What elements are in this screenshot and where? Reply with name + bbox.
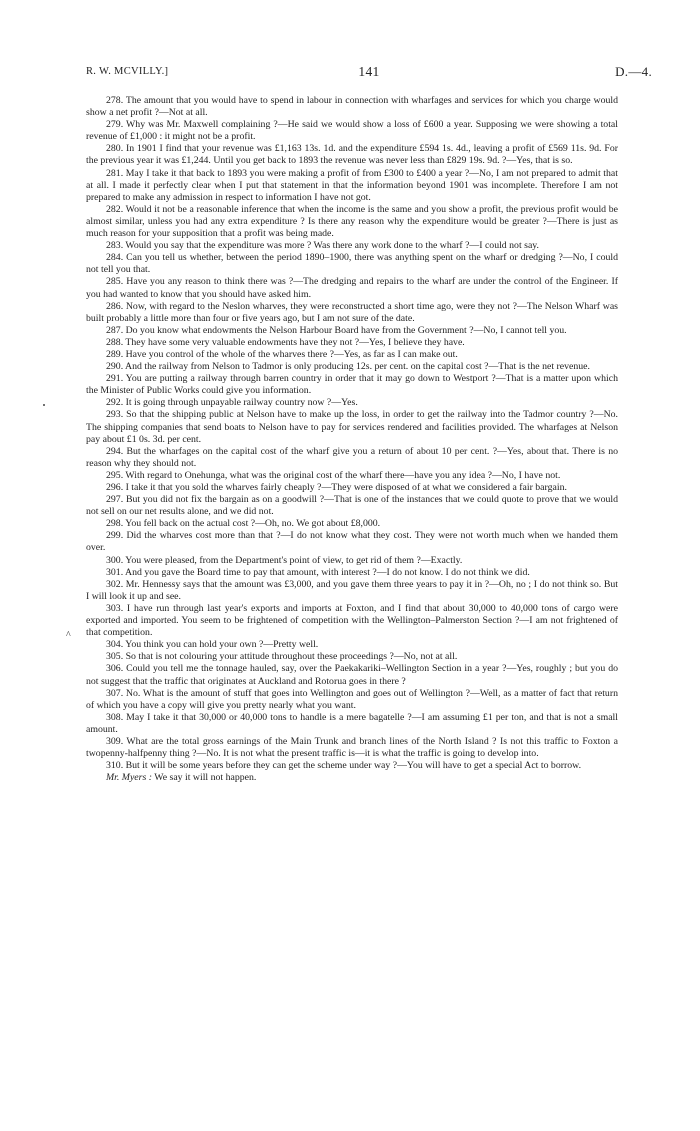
paragraph-282: 282. Would it not be a reasonable inference that when the income is the same and you show a profit, the previous profit would be almost similar, unless you had any extra expenditure ? Is there any reason why the expenditure would be greater ?—There is just as much reason for your supposition that a profit was being made. — [86, 203, 618, 240]
margin-mark: ^ — [66, 630, 71, 641]
paragraph-302: 302. Mr. Hennessy says that the amount was £3,000, and you gave them three years to pay it in ?—Oh, no ; I do not think so. But I will look it up and see. — [86, 578, 618, 602]
paragraph-285: 285. Have you any reason to think there was ?—The dredging and repairs to the wharf are under the control of the Engineer. If you had wanted to know that you should have asked him. — [86, 276, 618, 300]
header-witness: R. W. MCVILLY.] — [86, 66, 169, 77]
paragraph-279: 279. Why was Mr. Maxwell complaining ?—He said we would show a loss of £600 a year. Supposing we were showing a total revenue of £1,000 : it might not be a profit. — [86, 119, 618, 143]
paragraph-310: 310. But it will be some years before they can get the scheme under way ?—You will have to get a special Act to borrow. — [106, 760, 582, 772]
closing-text: We say it will not happen. — [151, 772, 257, 784]
paragraph-291: 291. You are putting a railway through barren country in order that it may go down to Westport ?—That is a matter upon which the Minister of Public Works could give you information. — [86, 373, 618, 397]
speaker-name: Mr. Myers : — [106, 772, 152, 784]
page-header — [86, 64, 652, 82]
paragraph-306: 306. Could you tell me the tonnage hauled, say, over the Paekakariki–Wellington Section in a year ?—Yes, roughly ; but you do not suggest that the traffic that originates at Auckland and Rotorua goes in there ? — [86, 663, 618, 687]
paragraph-278: 278. The amount that you would have to spend in labour in connection with wharfages and services for which you charge would show a net profit ?—Not at all. — [86, 95, 618, 119]
paragraph-289: 289. Have you control of the whole of the wharves there ?—Yes, as far as I can make out. — [106, 348, 458, 360]
paragraph-293: 293. So that the shipping public at Nelson have to make up the loss, in order to get the railway into the Tadmor country ?—No. The shipping companies that send boats to Nelson have to pay for services rendered and facilities provided. The wharfages at Nelson pay about £1 0s. 3d. per cent. — [86, 409, 618, 445]
transcript-body — [86, 95, 618, 784]
paragraph-299: 299. Did the wharves cost more than that ?—I do not know what they cost. They were not worth much when we handed them over. — [86, 530, 618, 554]
paragraph-298: 298. You fell back on the actual cost ?—Oh, no. We got about £8,000. — [106, 518, 381, 530]
paragraph-303: 303. I have run through last year's exports and imports at Foxton, and I find that about 30,000 to 40,000 tons of cargo were exported and imported. You seem to be frightened of competition with the Wellington–Palmerston Section ?—I am not frightened of that competition. — [86, 602, 618, 639]
paragraph-296: 296. I take it that you sold the wharves fairly cheaply ?—They were disposed of at what we considered a fair bargain. — [106, 482, 567, 493]
paragraph-284: 284. Can you tell us whether, between the period 1890–1900, there was anything spent on the wharf or dredging ?—No, I could not tell you that. — [86, 252, 618, 276]
paragraph-305: 305. So that is not colouring your attitude throughout these proceedings ?—No, not at all. — [106, 651, 458, 663]
paragraph-309: 309. What are the total gross earnings of the Main Trunk and branch lines of the North Island ? Is not this traffic to Foxton a twopenny-halfpenny thing ?—No. It is not what the present traffic is—it is what the traffic is going to develop into. — [86, 735, 618, 760]
margin-dot — [43, 404, 45, 406]
paragraph-283: 283. Would you say that the expenditure was more ? Was there any work done to the wharf ?—I could not say. — [106, 240, 539, 252]
paragraph-307: 307. No. What is the amount of stuff that goes into Wellington and goes out of Wellington ?—Well, as a matter of fact that return of which you have a copy will give you pretty nearly what you want. — [86, 687, 618, 711]
paragraph-301: 301. And you gave the Board time to pay that amount, with interest ?—I do not know. I do not think we did. — [106, 566, 530, 578]
paragraph-295: 295. With regard to Onehunga, what was the original cost of the wharf there—have you any idea ?—No, I have not. — [106, 469, 561, 481]
paragraph-292: 292. It is going through unpayable railway country now ?—Yes. — [106, 397, 358, 409]
paragraph-294: 294. But the wharfages on the capital cost of the wharf give you a return of about 10 per cent. ?—Yes, about that. There is no reason why they should not. — [86, 445, 618, 469]
paragraph-287: 287. Do you know what endowments the Nelson Harbour Board have from the Government ?—No, I cannot tell you. — [106, 324, 567, 336]
paragraph-300: 300. You were pleased, from the Department's point of view, to get rid of them ?—Exactly. — [106, 554, 463, 566]
paragraph-297: 297. But you did not fix the bargain as on a goodwill ?—That is one of the instances that we could quote to prove that we would not sell on our net results alone, and we did not. — [86, 494, 618, 518]
paragraph-288: 288. They have some very valuable endowments have they not ?—Yes, I believe they have. — [106, 336, 465, 348]
paragraph-281: 281. May I take it that back to 1893 you were making a profit of from £300 to £400 a year ?—No, I am not prepared to admit that at all. I made it perfectly clear when I put that statement in that the information beyond 1901 was incomplete. Therefore I am not prepared to make any admission in respect to information I have not got. — [86, 167, 618, 203]
paragraph-286: 286. Now, with regard to the Neslon wharves, they were reconstructed a short time ago, were they not ?—The Nelson Wharf was built probably a little more than four or five years ago, but I am not sure of the date. — [86, 300, 618, 324]
paragraph-290: 290. And the railway from Nelson to Tadmor is only producing 12s. per cent. on the capital cost ?—That is the net revenue. — [106, 361, 590, 373]
paragraph-308: 308. May I take it that 30,000 or 40,000 tons to handle is a mere bagatelle ?—I am assuming £1 per ton, and that is not a small amount. — [86, 711, 618, 735]
page-number: 141 — [358, 64, 380, 79]
closing-statement — [86, 772, 618, 784]
paragraph-304: 304. You think you can hold your own ?—Pretty well. — [106, 639, 319, 651]
document-code: D.—4. — [615, 64, 652, 79]
paragraph-280: 280. In 1901 I find that your revenue was £1,163 13s. 1d. and the expenditure £594 1s. 4d., leaving a profit of £569 11s. 9d. For the previous year it was £1,244. Until you get back to 1893 the revenue was never less than £829 19s. 9d. ?—Yes, that is so. — [86, 143, 618, 167]
